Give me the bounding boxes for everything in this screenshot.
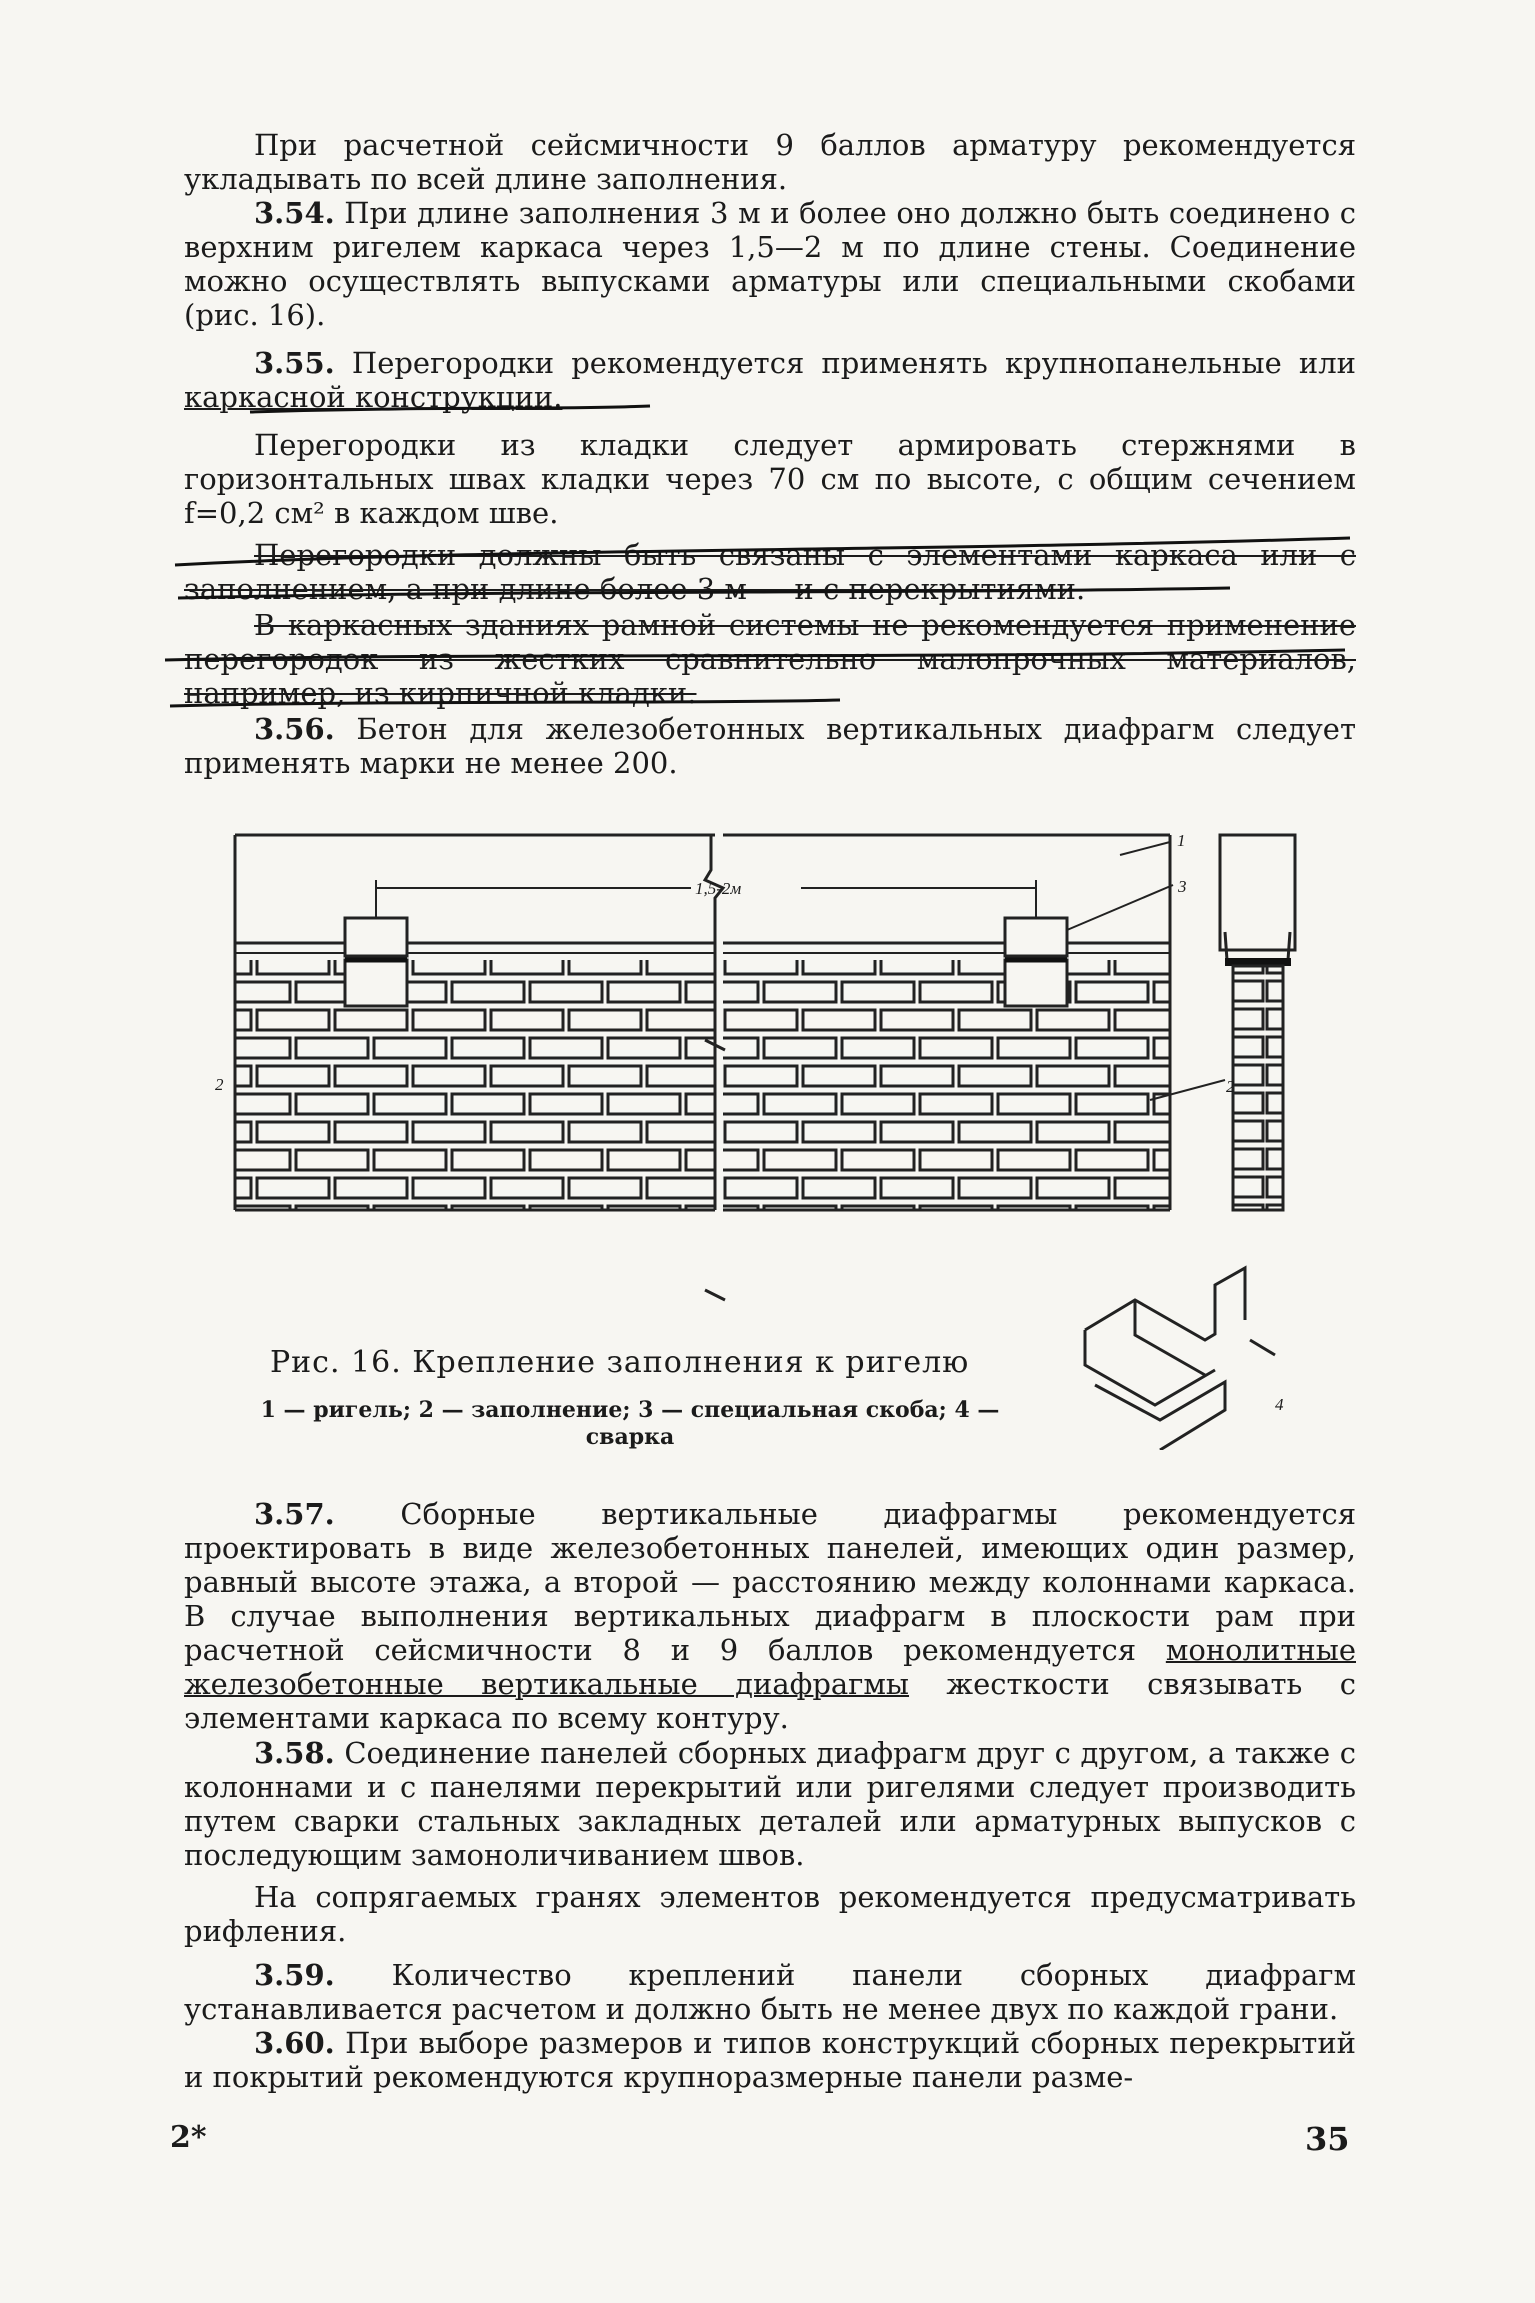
section-text: Сборные вертикальные диафрагмы рекомендуется проектировать в виде железобетонных панелей, имеющих один размер, равный высоте этажа, а второй — расстоянию между колоннами каркаса. В случае выполнения вертикальных диафрагм в плоскости рам при расчетной сейсмичности 8 и 9 баллов рекомендуется	[184, 1497, 1356, 1667]
section-text: Бетон для железобетонных вертикальных диафрагм следует применять марки не менее 200.	[184, 712, 1356, 780]
callout-2: 2	[1226, 1077, 1235, 1096]
section-text: жесткости связывать с элементами каркаса по всему контуру.	[184, 1667, 1356, 1735]
special-clip-left	[345, 918, 407, 1006]
section-number: 3.54.	[254, 196, 335, 230]
paragraph-struck-2: В каркасных зданиях рамной системы не рекомендуется применение перегородок из жестких сравнительно малопрочных материалов, например, из кирпичной кладки.	[184, 608, 1356, 710]
callout-4: 4	[1275, 1395, 1284, 1414]
clip-isometric-detail	[1085, 1268, 1275, 1450]
right-wall-panel	[723, 835, 1170, 1210]
paragraph-ribbing: На сопрягаемых гранях элементов рекомендуется предусматривать рифления.	[184, 1880, 1356, 1948]
underlined-text: монолитные железобетонные вертикальные диафрагмы	[184, 1633, 1356, 1701]
section-number: 3.57.	[254, 1497, 335, 1531]
section-text: Количество креплений панели сборных диафрагм устанавливается расчетом и должно быть не менее двух по каждой грани.	[184, 1958, 1356, 2026]
left-wall-panel	[235, 835, 715, 1210]
section-3-60	[184, 2026, 1356, 2094]
section-3-54	[184, 196, 1356, 332]
callout-3: 3	[1178, 877, 1187, 896]
paragraph-struck-1: Перегородки должны быть связаны с элементами каркаса или с заполнением, а при длине более 3 м — и с перекрытиями.	[184, 538, 1356, 606]
section-text: Перегородки рекомендуется применять крупнопанельные или	[334, 346, 1356, 380]
callout-1: 1	[1177, 831, 1186, 850]
paragraph-partition-masonry: Перегородки из кладки следует армировать стержнями в горизонтальных швах кладки через 70 см по высоте, с общим сечением f=0,2 см² в каждом шве.	[184, 428, 1356, 530]
section-number: 3.55.	[254, 346, 335, 380]
underlined-text: каркасной конструкции.	[184, 380, 563, 414]
section-number: 3.59.	[254, 1958, 335, 1992]
section-text: Соединение панелей сборных диафрагм друг с другом, а также с колоннами и с панелями перекрытий или ригелями следует производить путем сварки стальных закладных деталей или арматурных выпусков с последующим замоноличиванием швов.	[184, 1736, 1356, 1872]
section-number: 3.58.	[254, 1736, 335, 1770]
section-3-59	[184, 1958, 1356, 2026]
page-number: 35	[1305, 2120, 1350, 2158]
section-3-55	[184, 346, 1356, 414]
special-clip-right	[1005, 918, 1067, 1006]
dimension-line	[376, 879, 1036, 918]
section-number: 3.56.	[254, 712, 335, 746]
figure-caption-legend: 1 — ригель; 2 — заполнение; 3 — специальная скоба; 4 — сварка	[260, 1397, 1000, 1450]
section-view	[1220, 835, 1295, 1210]
dimension-label: 1,5-2м	[695, 879, 742, 898]
signature-mark: 2*	[170, 2120, 207, 2155]
section-3-58	[184, 1736, 1356, 1872]
callout-2-left: 2	[215, 1075, 224, 1094]
section-text: При длине заполнения 3 м и более оно должно быть соединено с верхним ригелем каркаса через 1,5—2 м по длине стены. Соединение можно осуществлять выпусками арматуры или специальными скобами (рис. 16).	[184, 196, 1356, 332]
section-text: При выборе размеров и типов конструкций сборных перекрытий и покрытий рекомендуются крупноразмерные панели разме-	[184, 2026, 1356, 2094]
section-number: 3.60.	[254, 2026, 335, 2060]
section-3-56	[184, 712, 1356, 780]
figure-caption-title: Рис. 16. Крепление заполнения к ригелю	[270, 1345, 970, 1380]
section-3-57	[184, 1497, 1356, 1735]
paragraph-seismic-9: При расчетной сейсмичности 9 баллов арматуру рекомендуется укладывать по всей длине заполнения.	[184, 128, 1356, 196]
